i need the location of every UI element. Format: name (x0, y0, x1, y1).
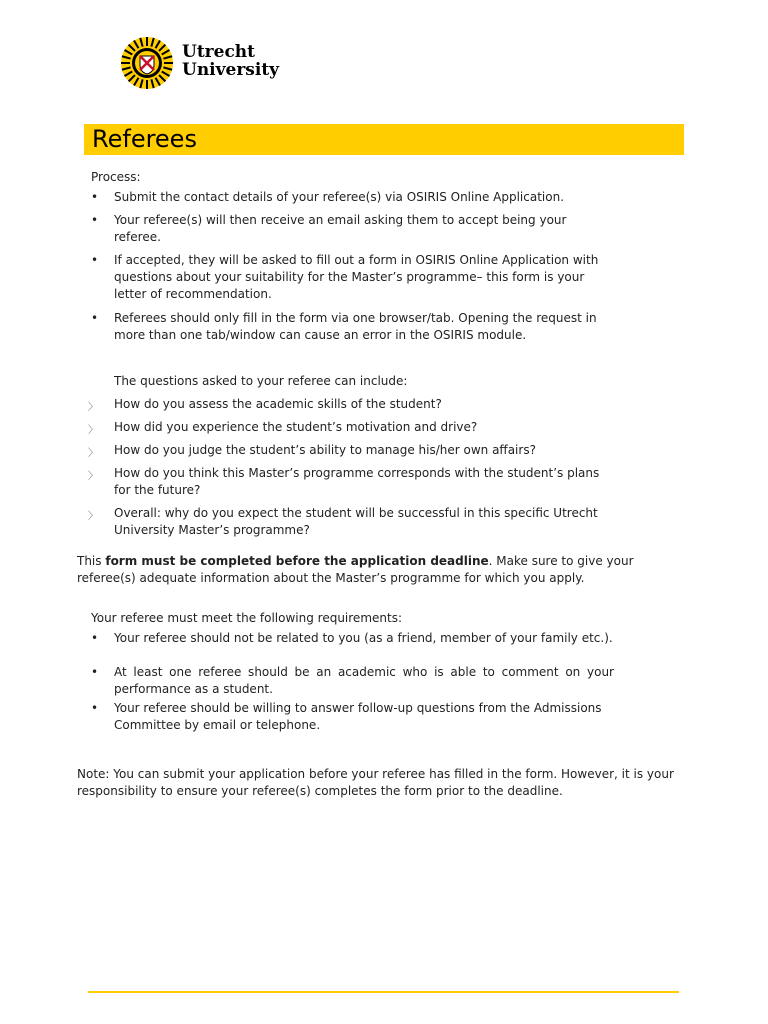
footer-divider (88, 991, 679, 993)
process-item-4: Referees should only fill in the form via one browser/tab. Opening the request in more than one tab/window can cause an error in the OSIRIS module. (114, 311, 597, 342)
bullet-icon: • (91, 311, 99, 325)
process-label: Process: (91, 170, 141, 184)
title-banner (84, 124, 684, 155)
deadline-pre: This (77, 554, 106, 568)
bullet-icon: • (91, 213, 99, 227)
process-item-2: Your referee(s) will then receive an email asking them to accept being your referee. (114, 213, 567, 244)
bullet-icon: • (91, 253, 99, 267)
chevron-right-icon: 〉 (88, 448, 98, 459)
requirement-item-1: Your referee should not be related to you (as a friend, member of your family etc.). (114, 631, 613, 645)
bullet-icon: • (91, 665, 99, 679)
logo-line-2: University (182, 60, 280, 80)
bullet-icon: • (91, 701, 99, 715)
process-item-3: If accepted, they will be asked to fill out a form in OSIRIS Online Application with questions about your suitability for the Master’s programme– this form is your letter of recommendation. (114, 253, 599, 301)
requirements-intro: Your referee must meet the following requirements: (91, 611, 402, 625)
bullet-icon: • (91, 631, 99, 645)
chevron-right-icon: 〉 (88, 471, 98, 482)
sun-seal-icon (120, 36, 174, 90)
question-item-1: How do you assess the academic skills of the student? (114, 397, 442, 411)
note-paragraph: Note: You can submit your application before your referee has filled in the form. However, it is your responsibility to ensure your referee(s) completes the form prior to the deadline. (77, 767, 674, 798)
question-item-4: How do you think this Master’s programme corresponds with the student’s plans for the future? (114, 466, 600, 497)
questions-intro: The questions asked to your referee can include: (114, 374, 408, 388)
process-item-1: Submit the contact details of your referee(s) via OSIRIS Online Application. (114, 190, 565, 204)
deadline-post: . Make sure to give your referee(s) adequate information about the Master’s programme for which you apply. (77, 554, 634, 585)
university-logo (120, 36, 290, 92)
deadline-paragraph (77, 553, 647, 587)
question-item-2: How did you experience the student’s motivation and drive? (114, 420, 478, 434)
question-item-3: How do you judge the student’s ability to manage his/her own affairs? (114, 443, 536, 457)
requirement-item-2: At least one referee should be an academic who is able to comment on your performance as a student. (114, 665, 614, 696)
requirement-item-3: Your referee should be willing to answer follow-up questions from the Admissions Committee by email or telephone. (114, 701, 602, 732)
chevron-right-icon: 〉 (88, 425, 98, 436)
logo-wordmark (182, 43, 279, 79)
deadline-emphasis: form must be completed before the application deadline (105, 554, 489, 568)
question-item-5: Overall: why do you expect the student will be successful in this specific Utrecht University Master’s programme? (114, 506, 598, 537)
logo-line-1: Utrecht (182, 42, 256, 62)
chevron-right-icon: 〉 (88, 511, 98, 522)
page-title: Referees (92, 125, 197, 153)
chevron-right-icon: 〉 (88, 402, 98, 413)
bullet-icon: • (91, 190, 99, 204)
